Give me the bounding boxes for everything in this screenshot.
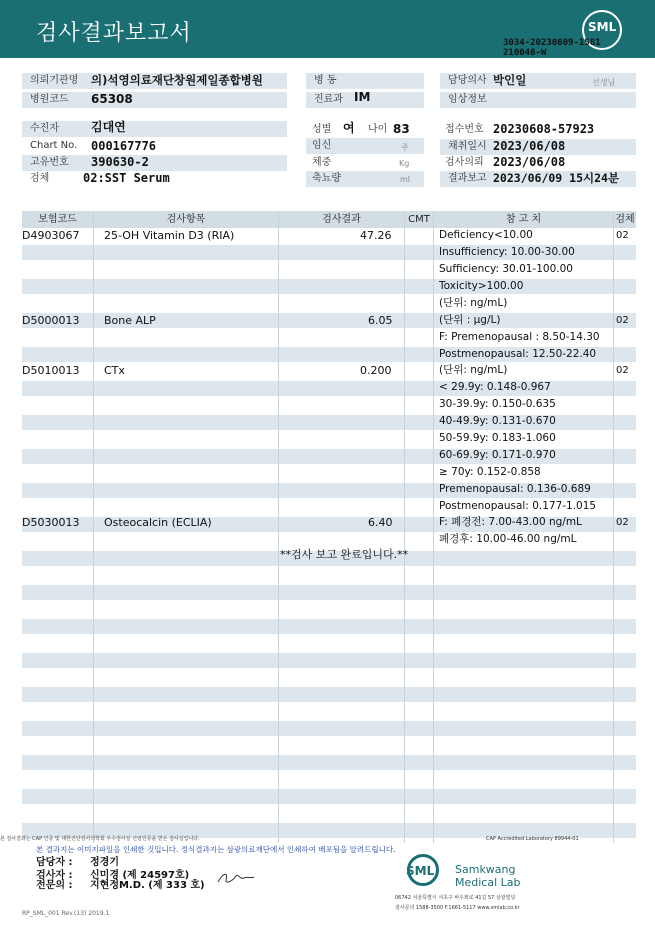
clinical-label: 임상정보 [448, 94, 487, 105]
doctor-label: 담당의사 [448, 75, 487, 86]
row1-ref: Sufficiency: 30.01-100.00 [439, 263, 573, 275]
cap-note: CAP Accredited Laboratory 89944-01 [486, 836, 579, 842]
preg-label: 임신 [312, 140, 332, 151]
patient-label-band [22, 121, 287, 137]
row1-ref: (단위: ng/mL) [439, 297, 508, 309]
row4-ref: 폐경후: 10.00-46.00 ng/mL [439, 533, 577, 545]
row1-specimen: 02 [616, 230, 629, 241]
report-number-line-2: 210046-W [503, 48, 547, 58]
row3-item: CTx [104, 364, 125, 377]
row1-item: 25-OH Vitamin D3 (RIA) [104, 229, 235, 242]
row3-ref: < 29.9y: 0.148-0.967 [439, 381, 551, 393]
unique-label-band [22, 155, 287, 171]
hospital-code-label: 병원코드 [30, 94, 69, 105]
row-band [22, 721, 636, 736]
row-band [22, 619, 636, 634]
brand-name-2: Medical Lab [455, 876, 521, 889]
row3-ref: 40-49.9y: 0.131-0.670 [439, 415, 556, 427]
report-label: 결과보고 [448, 173, 487, 184]
signature-icon [216, 870, 256, 886]
patient-label: 수진자 [30, 123, 59, 134]
ward-label: 병 동 [314, 75, 337, 86]
request-label: 검사의뢰 [445, 157, 484, 168]
staff-value: 정경기 [90, 857, 119, 868]
form-code: RP_SML_001 Rev.(13) 2019.1 [22, 910, 110, 917]
row1-ref: Deficiency<10.00 [439, 229, 533, 241]
col-divider [278, 211, 279, 843]
report-title: 검사결과보고서 [36, 21, 192, 46]
report-value: 2023/06/09 15시24분 [493, 171, 620, 185]
row4-item: Osteocalcin (ECLIA) [104, 516, 212, 529]
row2-specimen: 02 [616, 315, 629, 326]
report-number [503, 38, 601, 58]
image-notice: 본 결과지는 이미지파일을 인쇄한 것입니다. 정식결과지는 삼광의료재단에서 인쇄하여 배포됨을 알려드립니다. [36, 845, 396, 854]
sex-label: 성별 [312, 124, 332, 135]
row-band [22, 279, 636, 294]
doctor-suffix: 선생님 [592, 78, 616, 87]
row-band [22, 585, 636, 600]
row1-ref: Toxicity>100.00 [439, 280, 524, 292]
specimen-label: 검체 [30, 173, 50, 184]
row1-code: D4903067 [22, 229, 80, 242]
hospital-code-label-band [22, 92, 287, 108]
row3-ref: 50-59.9y: 0.183-1.060 [439, 432, 556, 444]
institution-label: 의뢰기관명 [30, 75, 79, 86]
weight-label: 체중 [312, 157, 332, 168]
collect-value: 2023/06/08 [493, 139, 566, 153]
age-label: 나이 [368, 124, 388, 135]
doctor-value: 박인일 [493, 73, 527, 87]
col-divider [404, 211, 405, 843]
report-number-line-1: 3034-20230609-1581 [503, 38, 601, 48]
row-band [22, 653, 636, 668]
brand-contact: 검사문의 1588-3500 F.1661-5117 www.smlab.co.kr [395, 905, 520, 911]
col-divider [433, 211, 434, 843]
institution-value: 의)석영의료재단창원제일종합병원 [91, 73, 263, 87]
row3-ref: Postmenopausal: 0.177-1.015 [439, 500, 597, 512]
row3-ref: (단위: ng/mL) [439, 364, 508, 376]
report-complete-text: **검사 보고 완료입니다.** [280, 548, 409, 561]
unique-label: 고유번호 [30, 157, 69, 168]
preg-unit: 주 [401, 143, 409, 152]
accreditation-note: 본 검사결과는 CAP 인증 및 대한진단검사의학회 우수검사실 신임인증을 받은 검사실입니다. [0, 836, 200, 842]
urine-unit: ml [400, 175, 411, 184]
specimen-value: 02:SST Serum [83, 171, 170, 185]
staff-label: 검사자 : [36, 870, 73, 881]
collect-label: 채취일시 [448, 141, 487, 152]
col-header-code: 보험코드 [22, 211, 93, 228]
ward-label-band [306, 73, 424, 89]
samkwang-logo-text: SML [406, 864, 435, 878]
col-header-reference: 참 고 치 [434, 211, 613, 228]
col-header-cmt: CMT [405, 211, 433, 228]
age-value: 83 [393, 122, 410, 136]
row2-ref: (단위 : μg/L) [439, 314, 501, 326]
row3-ref: 30-39.9y: 0.150-0.635 [439, 398, 556, 410]
row2-code: D5000013 [22, 314, 80, 327]
row4-code: D5030013 [22, 516, 80, 529]
row4-result: 6.40 [368, 516, 393, 529]
row3-result: 0.200 [360, 364, 392, 377]
urine-label: 축뇨량 [312, 173, 341, 184]
dept-value: IM [354, 90, 371, 104]
brand-address: 06742 서울특별시 서초구 바우뫼로 41길 57 삼광빌딩 [395, 895, 516, 901]
brand-name-1: Samkwang [455, 863, 516, 876]
staff-label: 전문의 : [36, 880, 73, 891]
staff-label: 담당자 : [36, 857, 73, 868]
chart-value: 000167776 [91, 139, 157, 153]
col-header-result: 검사결과 [279, 211, 404, 228]
col-header-item: 검사항목 [94, 211, 278, 228]
row2-ref: Postmenopausal: 12.50-22.40 [439, 348, 597, 360]
weight-unit: Kg [399, 159, 410, 168]
row-band [22, 687, 636, 702]
col-divider [93, 211, 94, 843]
receipt-label: 접수번호 [445, 124, 484, 135]
chart-label: Chart No. [30, 140, 78, 151]
row3-ref: 60-69.9y: 0.171-0.970 [439, 449, 556, 461]
patient-value: 김대연 [91, 120, 126, 134]
row1-result: 47.26 [360, 229, 392, 242]
row2-item: Bone ALP [104, 314, 156, 327]
dept-label: 진료과 [314, 94, 343, 105]
row4-specimen: 02 [616, 517, 629, 528]
receipt-value: 20230608-57923 [493, 122, 595, 136]
hospital-code-value: 65308 [91, 92, 133, 106]
row2-ref: F: Premenopausal : 8.50-14.30 [439, 331, 600, 343]
staff-value: 신미경 (제 24597호) [90, 870, 190, 881]
row1-ref: Insufficiency: 10.00-30.00 [439, 246, 575, 258]
row4-ref: F: 폐경전: 7.00-43.00 ng/mL [439, 516, 582, 528]
col-header-specimen: 검체 [614, 211, 636, 228]
row-band [22, 789, 636, 804]
request-value: 2023/06/08 [493, 155, 566, 169]
staff-value: 지현정M.D. (제 333 호) [90, 880, 205, 891]
row2-result: 6.05 [368, 314, 393, 327]
row3-ref: Premenopausal: 0.136-0.689 [439, 483, 591, 495]
sex-value: 여 [343, 121, 355, 135]
unique-value: 390630-2 [91, 155, 149, 169]
col-divider [613, 211, 614, 843]
sml-logo-text: SML [588, 20, 617, 34]
row3-code: D5010013 [22, 364, 80, 377]
clinical-label-band [440, 92, 636, 108]
row3-ref: ≥ 70y: 0.152-0.858 [439, 466, 541, 478]
row3-specimen: 02 [616, 365, 629, 376]
row-band [22, 755, 636, 770]
